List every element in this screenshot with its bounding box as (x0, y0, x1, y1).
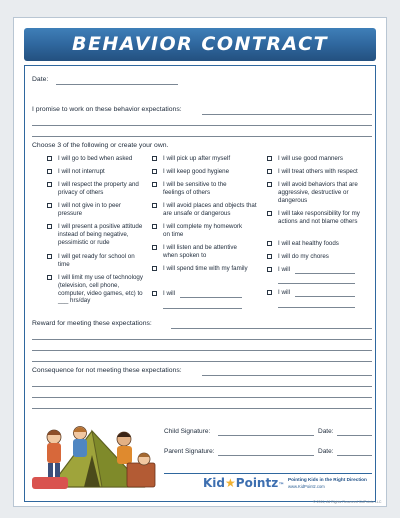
consequence-label: Consequence for not meeting these expectations: (32, 367, 182, 374)
kidpointz-logo (203, 476, 284, 490)
checkbox[interactable] (47, 203, 52, 208)
website-link[interactable]: www.KidPointz.com (288, 484, 325, 489)
checkbox[interactable] (267, 290, 272, 295)
list-item: I will not interrupt (58, 168, 105, 175)
list-item: I will listen and be attentive when spoken to (163, 244, 237, 259)
child-date-label: Date: (318, 428, 334, 435)
title-banner (24, 28, 376, 61)
promise-label: I promise to work on these behavior expectations: (32, 106, 182, 113)
child-signature-label: Child Signature: (164, 428, 211, 435)
child-signature-field[interactable] (218, 435, 314, 436)
list-item: I will not give in to peer pressure (58, 202, 121, 217)
checkbox[interactable] (152, 156, 157, 161)
checkbox[interactable] (267, 267, 272, 272)
list-item: I will get ready for school on time (58, 253, 135, 268)
list-item: I will eat healthy foods (278, 240, 339, 247)
checkbox[interactable] (152, 203, 157, 208)
list-item: I will spend time with my family (163, 265, 248, 272)
custom-field[interactable] (180, 297, 242, 298)
divider (164, 473, 372, 474)
reward-field-1[interactable] (171, 328, 372, 329)
logo-text-a: Kid (203, 476, 226, 490)
checkbox[interactable] (152, 245, 157, 250)
star-icon: ★ (225, 476, 236, 490)
promise-field-1[interactable] (202, 114, 372, 115)
parent-signature-label: Parent Signature: (164, 448, 215, 455)
checkbox[interactable] (152, 291, 157, 296)
list-item: I will take responsibility for my actions and not blame others (278, 210, 360, 225)
tagline: Pointing Kids in the Right Direction (288, 477, 367, 482)
list-item: I will (278, 289, 291, 296)
list-item: I will (278, 266, 291, 273)
list-item: I will keep good hygiene (163, 168, 230, 175)
date-field[interactable] (56, 84, 178, 85)
parent-date-field[interactable] (337, 455, 372, 456)
child-date-field[interactable] (337, 435, 372, 436)
checkbox[interactable] (47, 156, 52, 161)
choose-label: Choose 3 of the following or create your own. (32, 142, 169, 149)
custom-field-2[interactable] (163, 308, 242, 309)
checkbox[interactable] (47, 182, 52, 187)
parent-signature-field[interactable] (218, 455, 314, 456)
checkbox[interactable] (267, 182, 272, 187)
checkbox[interactable] (267, 211, 272, 216)
checkbox[interactable] (47, 275, 52, 280)
list-item: I will present a positive attitude instead of being negative, pessimistic or rude (58, 223, 143, 246)
copyright: © 2011, All Rights Reserved KidPointz LLC (313, 500, 382, 504)
promise-field-3[interactable] (32, 136, 372, 137)
logo-tm: ™ (278, 482, 285, 489)
list-item: I will avoid behaviors that are aggressive, destructive or dangerous (278, 181, 358, 204)
list-item: I will treat others with respect (278, 168, 358, 175)
checkbox[interactable] (152, 169, 157, 174)
reward-field-3[interactable] (32, 350, 372, 351)
reward-field-4[interactable] (32, 361, 372, 362)
checkbox[interactable] (152, 224, 157, 229)
consequence-field-2[interactable] (32, 386, 372, 387)
consequence-field-1[interactable] (202, 375, 372, 376)
list-item: I will limit my use of technology (television, cell phone, computer, video games, etc) to ___ hrs/day (58, 274, 143, 305)
list-item: I will (163, 290, 176, 297)
checkbox[interactable] (152, 266, 157, 271)
checkbox[interactable] (47, 169, 52, 174)
kids-camping-illustration (32, 403, 162, 491)
parent-date-label: Date: (318, 448, 334, 455)
contract-sheet (13, 17, 387, 507)
list-item: I will be sensitive to the feelings of others (163, 181, 227, 196)
page-title: BEHAVIOR CONTRACT (71, 33, 329, 55)
list-item: I will pick up after myself (163, 155, 231, 162)
checkbox[interactable] (267, 156, 272, 161)
consequence-field-3[interactable] (32, 397, 372, 398)
promise-field-2[interactable] (32, 125, 372, 126)
checkbox[interactable] (267, 241, 272, 246)
checkbox[interactable] (47, 224, 52, 229)
checkbox[interactable] (152, 182, 157, 187)
reward-field-2[interactable] (32, 339, 372, 340)
custom-field-2[interactable] (278, 307, 355, 308)
list-item: I will go to bed when asked (58, 155, 133, 162)
reward-label: Reward for meeting these expectations: (32, 320, 152, 327)
checkbox[interactable] (267, 169, 272, 174)
list-item: I will use good manners (278, 155, 344, 162)
custom-field[interactable] (295, 273, 355, 274)
checkbox[interactable] (267, 254, 272, 259)
date-label: Date: (32, 76, 49, 83)
logo-text-b: Pointz (235, 476, 279, 490)
list-item: I will do my chores (278, 253, 329, 260)
list-item: I will respect the property and privacy of others (58, 181, 139, 196)
custom-field[interactable] (295, 296, 355, 297)
checkbox[interactable] (47, 254, 52, 259)
list-item: I will avoid places and objects that are unsafe or dangerous (163, 202, 257, 217)
list-item: I will complete my homework on time (163, 223, 243, 238)
custom-field-2[interactable] (278, 283, 355, 284)
